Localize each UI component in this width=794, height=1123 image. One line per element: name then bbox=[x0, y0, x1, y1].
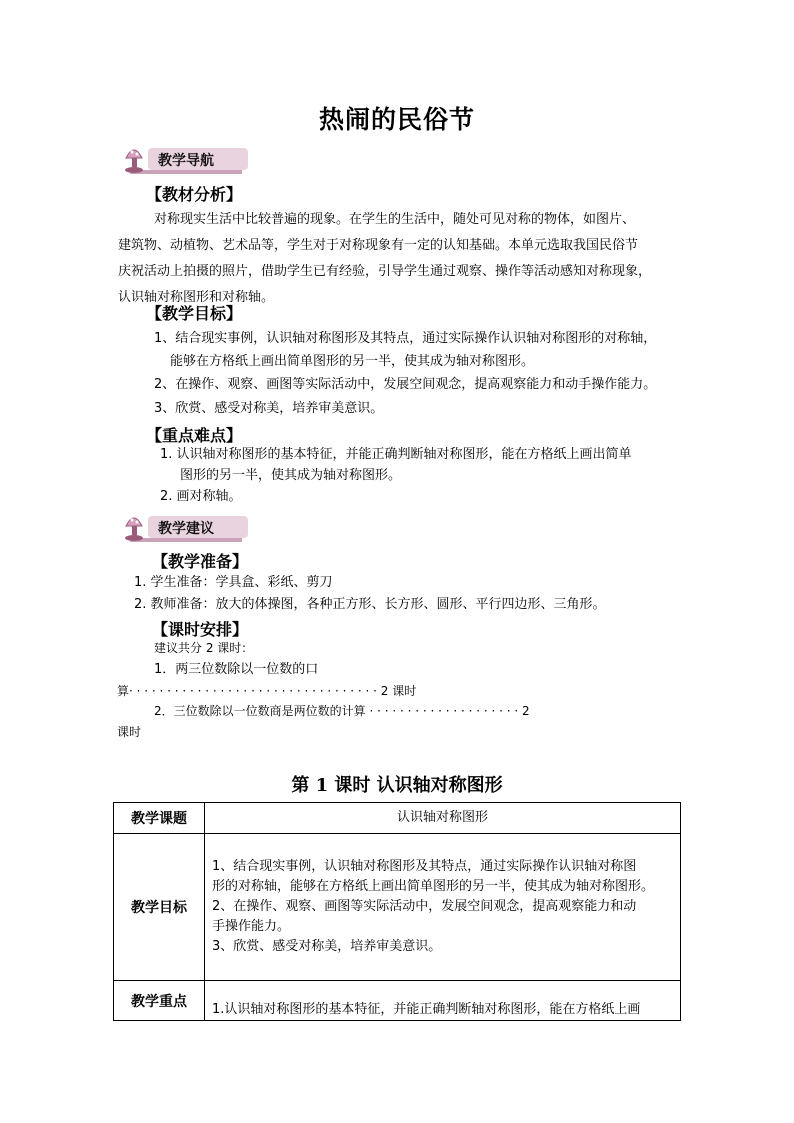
section-key-points: 【重点难点】 bbox=[146, 426, 243, 445]
key-point-item: 1. 认识轴对称图形的基本特征，并能正确判断轴对称图形，能在方格纸上画出简单 bbox=[160, 447, 632, 462]
section-analysis: 【教材分析】 bbox=[146, 185, 243, 204]
goal-item: 3、欣赏、感受对称美，培养审美意识。 bbox=[154, 401, 384, 416]
section-schedule: 【课时安排】 bbox=[152, 620, 249, 639]
suggest-banner-label: 教学建议 bbox=[158, 521, 214, 537]
schedule-line: 课时 bbox=[117, 725, 142, 739]
goal-item: 1、结合现实事例，认识轴对称图形及其特点，通过实际操作认识轴对称图形的对称轴， bbox=[154, 331, 657, 346]
topic-label: 教学课题 bbox=[114, 803, 205, 834]
goal-label: 教学目标 bbox=[114, 834, 205, 981]
goal-item: 能够在方格纸上画出简单图形的另一半，使其成为轴对称图形。 bbox=[170, 354, 535, 369]
prep-item: 1. 学生准备：学具盒、彩纸、剪刀 bbox=[134, 575, 333, 590]
goal-line: 形的对称轴，能够在方格纸上画出简单图形的另一半，使其成为轴对称图形。 bbox=[212, 879, 655, 894]
page-title: 热闹的民俗节 bbox=[318, 105, 475, 134]
key-value bbox=[205, 981, 681, 1021]
key-label: 教学重点 bbox=[114, 981, 205, 1021]
schedule-line: 建议共分 2 课时： bbox=[154, 641, 254, 655]
analysis-line: 建筑物、动植物、艺术品等，学生对于对称现象有一定的认知基础。本单元选取我国民俗节 bbox=[118, 238, 639, 253]
schedule-line: 算· · · · · · · · · · · · · · · · · · · · · · · · · · · · · · · · · 2 课时 bbox=[117, 684, 417, 698]
goal-content bbox=[205, 834, 681, 981]
goal-line: 1、结合现实事例，认识轴对称图形及其特点，通过实际操作认识轴对称图 bbox=[212, 859, 637, 874]
suggest-banner bbox=[118, 508, 268, 548]
analysis-line: 认识轴对称图形和对称轴。 bbox=[118, 290, 275, 305]
lesson-plan-table bbox=[113, 802, 681, 1021]
schedule-line: 1．两三位数除以一位数的口 bbox=[154, 662, 319, 677]
goal-line: 3、欣赏、感受对称美，培养审美意识。 bbox=[212, 939, 442, 954]
section-goals: 【教学目标】 bbox=[146, 304, 243, 323]
analysis-line: 对称现实生活中比较普遍的现象。在学生的生活中，随处可见对称的物体，如图片、 bbox=[154, 212, 636, 227]
lesson-title: 第 1 课时 认识轴对称图形 bbox=[291, 775, 503, 796]
key-point-item: 图形的另一半，使其成为轴对称图形。 bbox=[180, 468, 402, 483]
section-prep: 【教学准备】 bbox=[152, 552, 249, 571]
topic-value: 认识轴对称图形 bbox=[205, 803, 681, 834]
schedule-line: 2．三位数除以一位数商是两位数的计算 · · · · · · · · · · · · · · · · · · · · 2 bbox=[154, 704, 530, 718]
nav-banner bbox=[118, 140, 268, 180]
nav-banner-label: 教学导航 bbox=[158, 153, 214, 169]
analysis-line: 庆祝活动上拍摄的照片，借助学生已有经验，引导学生通过观察、操作等活动感知对称现象， bbox=[118, 264, 652, 279]
goal-item: 2、在操作、观察、画图等实际活动中，发展空间观念，提高观察能力和动手操作能力。 bbox=[154, 377, 657, 392]
key-point-item: 2. 画对称轴。 bbox=[160, 489, 242, 504]
goal-line: 2、在操作、观察、画图等实际活动中，发展空间观念，提高观察能力和动 bbox=[212, 899, 637, 914]
analysis-paragraph bbox=[118, 207, 651, 311]
goal-line: 手操作能力。 bbox=[212, 919, 291, 934]
key-line: 1.认识轴对称图形的基本特征，并能正确判断轴对称图形，能在方格纸上画 bbox=[212, 1002, 641, 1017]
prep-item: 2. 教师准备：放大的体操图，各种正方形、长方形、圆形、平行四边形、三角形。 bbox=[134, 597, 606, 612]
